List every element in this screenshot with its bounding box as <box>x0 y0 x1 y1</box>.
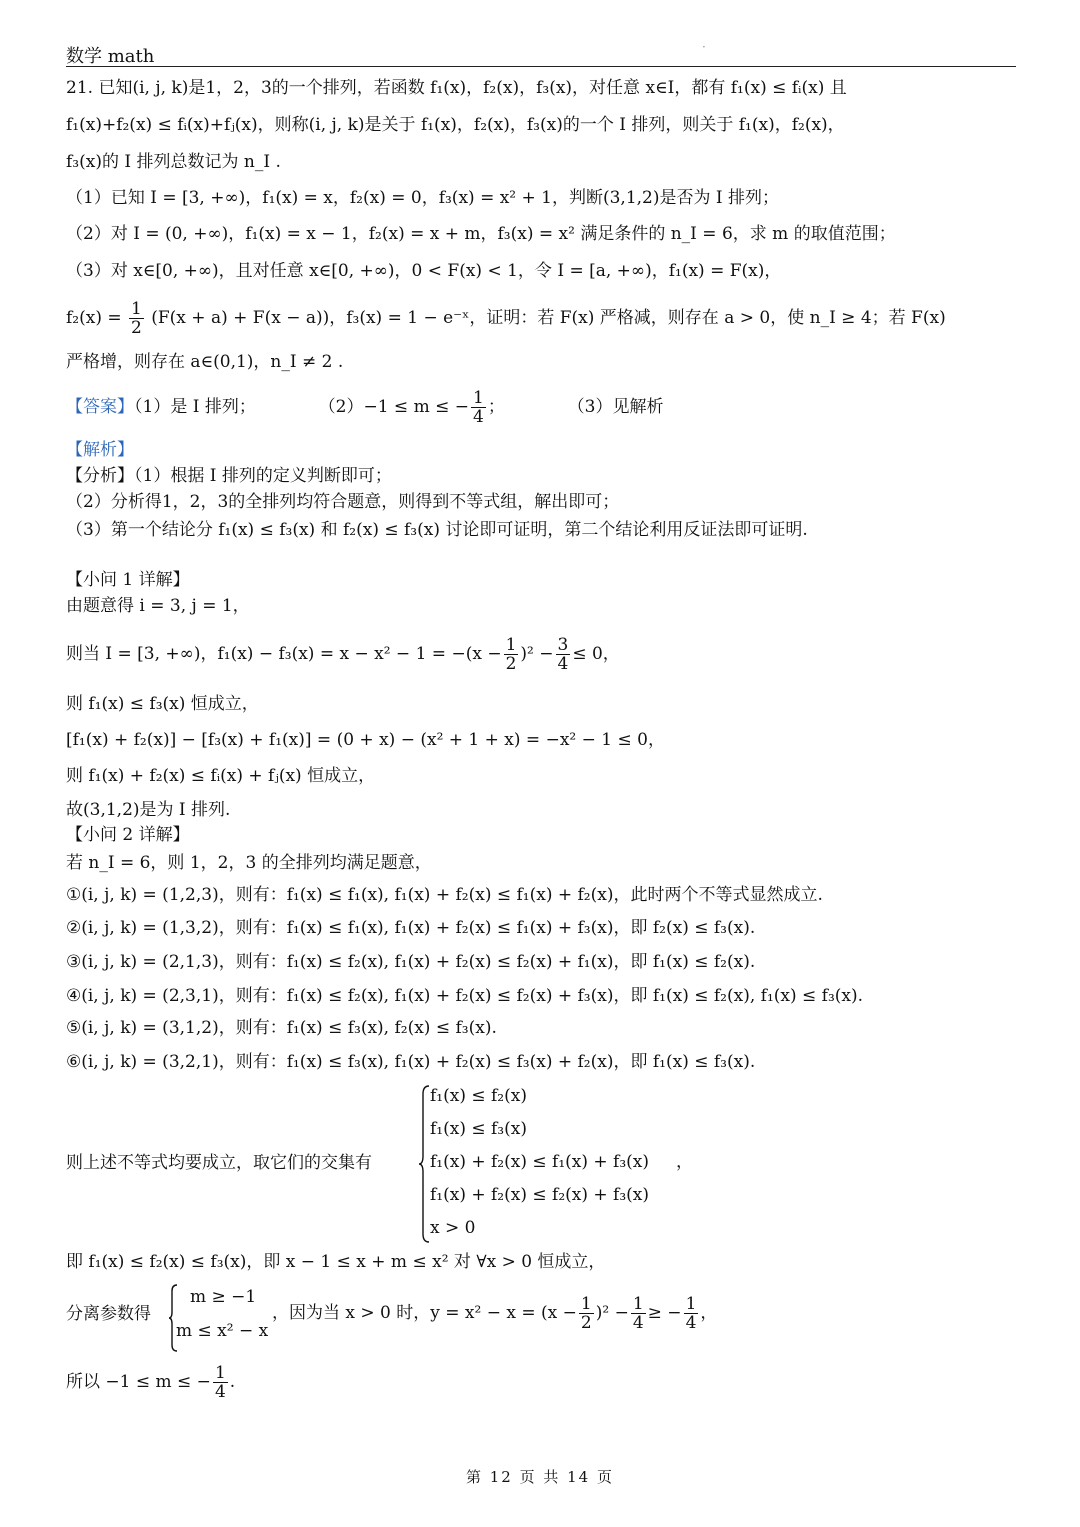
answer-part-2: （2）−1 ≤ m ≤ − <box>318 397 469 417</box>
q2-conclusion <box>66 1362 235 1402</box>
system-item: m ≤ x² − x <box>176 1321 269 1341</box>
q2-conclusion-fraction: $\frac{1}{4}$ <box>214 1363 226 1402</box>
answer-line <box>66 387 663 427</box>
q2-step-3-lead: 分离参数得 <box>66 1304 151 1324</box>
analysis-tag: 【解析】 <box>66 440 134 460</box>
problem-line-2: f₁(x)+f₂(x) ≤ fᵢ(x)+fⱼ(x)，则称(i, j, k)是关于 f₁(x)，f₂(x)，f₃(x)的一个 I 排列，则关于 f₁(x)，f₂(x)， <box>66 115 845 135</box>
answer-part-3: （3）见解析 <box>567 397 664 417</box>
problem-part-2: （2）对 I = (0, +∞)，f₁(x) = x − 1，f₂(x) = x + m，f₃(x) = x² 满足条件的 n_I = 6，求 m 的取值范围； <box>66 224 896 244</box>
problem-line-7-b: (F(x + a) + F(x − a))，f₃(x) = 1 − e⁻ˣ，证明：若 F(x) 严格减，则存在 a > 0，使 n_I ≥ 4；若 F(x) <box>151 308 946 328</box>
q2-case-2: ②(i, j, k) = (1,3,2)，则有：f₁(x) ≤ f₁(x), f₁(x) + f₂(x) ≤ f₁(x) + f₃(x)，即 f₂(x) ≤ f₃(x). <box>66 918 756 938</box>
problem-line-3: f₃(x)的 I 排列总数记为 n_I . <box>66 152 281 172</box>
q1-step-2-c: ≤ 0， <box>572 644 620 664</box>
page-footer: 第 12 页 共 14 页 <box>465 1468 614 1486</box>
header-label: 数学 math <box>66 46 155 67</box>
parameter-system <box>168 1283 288 1353</box>
q2-step-3-d: ， <box>700 1303 718 1323</box>
q2-fraction-half: $\frac{1}{2}$ <box>580 1294 592 1333</box>
q2-title: 【小问 2 详解】 <box>66 825 190 845</box>
system-item: f₁(x) ≤ f₃(x) <box>430 1119 527 1139</box>
q1-fraction-three-quarters: $\frac{3}{4}$ <box>557 635 569 674</box>
q2-case-5: ⑤(i, j, k) = (3,1,2)，则有：f₁(x) ≤ f₃(x), f₂(x) ≤ f₃(x). <box>66 1018 497 1038</box>
q2-conclusion-b: . <box>229 1372 236 1392</box>
problem-part-3: （3）对 x∈[0, +∞)，且对任意 x∈[0, +∞)，0 < F(x) < 1，令 I = [a, +∞)，f₁(x) = F(x)， <box>66 261 782 281</box>
system-item: f₁(x) + f₂(x) ≤ f₂(x) + f₃(x) <box>430 1185 649 1205</box>
q1-step-1: 由题意得 i = 3, j = 1， <box>66 596 250 616</box>
fraction-quarter: $\frac{1}{4}$ <box>473 388 484 427</box>
q1-step-5: 则 f₁(x) + f₂(x) ≤ fᵢ(x) + fⱼ(x) 恒成立， <box>66 766 376 786</box>
fraction-half: $\frac{1}{2}$ <box>131 299 142 338</box>
q1-title: 【小问 1 详解】 <box>66 570 190 590</box>
system-item: f₁(x) + f₂(x) ≤ f₁(x) + f₃(x) <box>430 1152 649 1172</box>
q2-system-lead: 则上述不等式均要成立，取它们的交集有 <box>66 1153 372 1173</box>
system-item: m ≥ −1 <box>190 1287 257 1307</box>
problem-line-7-a: f₂(x) = <box>66 308 122 328</box>
page-header <box>66 40 1016 67</box>
q1-step-2 <box>66 634 620 674</box>
q1-fraction-half: $\frac{1}{2}$ <box>505 635 517 674</box>
q1-step-3: 则 f₁(x) ≤ f₃(x) 恒成立， <box>66 694 259 714</box>
problem-line-7 <box>66 298 946 338</box>
q2-conclusion-a: 所以 −1 ≤ m ≤ − <box>66 1372 211 1392</box>
q2-case-3: ③(i, j, k) = (2,1,3)，则有：f₁(x) ≤ f₂(x), f₁(x) + f₂(x) ≤ f₂(x) + f₁(x)，即 f₁(x) ≤ f₂(x). <box>66 952 756 972</box>
q1-step-6: 故(3,1,2)是为 I 排列. <box>66 800 231 820</box>
header-dot: · <box>702 40 706 54</box>
q1-step-2-b: )² − <box>520 644 554 664</box>
q2-step-3-c: ≥ − <box>647 1303 682 1323</box>
analysis-line-0: 【分析】（1）根据 I 排列的定义判断即可； <box>66 466 392 486</box>
answer-part-2-end: ； <box>487 397 505 417</box>
q2-step-2: 即 f₁(x) ≤ f₂(x) ≤ f₃(x)，即 x − 1 ≤ x + m ≤ x² 对 ∀x > 0 恒成立， <box>66 1252 606 1272</box>
left-brace-icon <box>418 1084 430 1244</box>
q2-fraction-quarter: $\frac{1}{4}$ <box>632 1294 644 1333</box>
q1-step-2-a: 则当 I = [3, +∞)，f₁(x) − f₃(x) = x − x² − 1 = −(x − <box>66 644 502 664</box>
q2-step-3-a: ，因为当 x > 0 时，y = x² − x = (x − <box>272 1303 577 1323</box>
system-tail: ， <box>676 1152 693 1172</box>
q1-step-4: [f₁(x) + f₂(x)] − [f₃(x) + f₁(x)] = (0 + x) − (x² + 1 + x) = −x² − 1 ≤ 0， <box>66 730 665 750</box>
problem-line-8: 严格增，则存在 a∈(0,1)，n_I ≠ 2 . <box>66 352 344 372</box>
answer-part-1: （1）是 I 排列； <box>134 397 256 417</box>
analysis-line-2: （3）第一个结论分 f₁(x) ≤ f₃(x) 和 f₂(x) ≤ f₃(x) 讨论即可证明，第二个结论利用反证法即可证明. <box>66 520 808 540</box>
q2-fraction-quarter-2: $\frac{1}{4}$ <box>685 1294 697 1333</box>
inequality-system <box>418 1084 718 1244</box>
q2-step-3-b: )² − <box>595 1303 629 1323</box>
q2-case-1: ①(i, j, k) = (1,2,3)，则有：f₁(x) ≤ f₁(x), f₁(x) + f₂(x) ≤ f₁(x) + f₂(x)，此时两个不等式显然成立. <box>66 885 823 905</box>
problem-part-1: （1）已知 I = [3, +∞)，f₁(x) = x，f₂(x) = 0，f₃(x) = x² + 1，判断(3,1,2)是否为 I 排列； <box>66 188 780 208</box>
q2-case-6: ⑥(i, j, k) = (3,2,1)，则有：f₁(x) ≤ f₃(x), f₁(x) + f₂(x) ≤ f₃(x) + f₂(x)，即 f₁(x) ≤ f₃(x). <box>66 1052 756 1072</box>
q2-case-4: ④(i, j, k) = (2,3,1)，则有：f₁(x) ≤ f₂(x), f₁(x) + f₂(x) ≤ f₂(x) + f₃(x)，即 f₁(x) ≤ f₂(x), f₁(x) ≤ f₃(x). <box>66 986 864 1006</box>
analysis-line-1: （2）分析得1，2，3的全排列均符合题意，则得到不等式组，解出即可； <box>66 492 620 512</box>
system-item: f₁(x) ≤ f₂(x) <box>430 1086 527 1106</box>
q2-step-3 <box>272 1293 717 1333</box>
answer-tag: 【答案】 <box>66 397 134 417</box>
system-item: x > 0 <box>430 1218 476 1238</box>
q2-step-1: 若 n_I = 6，则 1，2，3 的全排列均满足题意， <box>66 853 432 873</box>
problem-line-1: 21. 已知(i, j, k)是1，2，3的一个排列，若函数 f₁(x)，f₂(x)，f₃(x)，对任意 x∈I，都有 f₁(x) ≤ fᵢ(x) 且 <box>66 78 847 98</box>
